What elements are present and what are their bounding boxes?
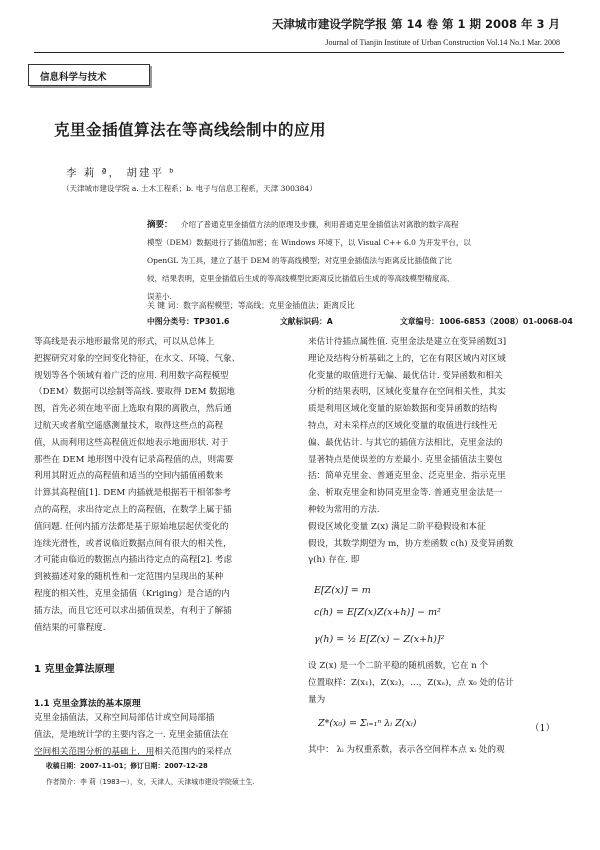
abstract-line: 较，结果表明，克里金插值后生成的等高线模型比距离反比插值后生成的等高线模型精度高、: [147, 274, 455, 283]
journal-header-cn: 天津城市建设学院学报 第 14 卷 第 1 期 2008 年 3 月: [271, 17, 560, 31]
paper-title: 克里金插值算法在等高线绘制中的应用: [54, 121, 327, 139]
text-line: 种较为常用的方法.: [308, 504, 380, 515]
text-line: 金、析取克里金和协同克里金等. 普通克里金法是一: [308, 488, 503, 499]
text-line: 设 Z(x) 是一个二阶平稳的随机函数，它在 n 个: [308, 661, 489, 671]
text-line: 把握研究对象的空间变化特征，在水文、环境、气象、: [34, 353, 241, 364]
text-line: 特点，对未采样点的区域化变量的取值进行线性无: [308, 420, 498, 431]
text-line: 量为: [308, 694, 326, 705]
author-bio: 作者简介：李 莉（1983—），女，天津人，天津城市建设学院硕士生.: [46, 778, 255, 786]
equation-number: （1）: [530, 723, 556, 734]
keywords: 关 键 词：数字高程模型；等高线；克里金插值法；距离反比: [147, 301, 355, 310]
text-line: 来估计待插点属性值. 克里金法是建立在变异函数[3]: [308, 337, 507, 347]
equation-estimator: Z*(x₀) = Σᵢ₌₁ⁿ λᵢ Z(xᵢ): [318, 718, 417, 729]
article-id: 文章编号：1006-6853（2008）01-0068-04: [400, 317, 573, 326]
footnote-rule: [34, 755, 154, 756]
text-line: γ(h) 存在. 即: [308, 555, 360, 566]
text-line: 质是利用区域化变量的原始数据和变异函数的结构: [308, 404, 498, 415]
text-line: 插方法，而且它还可以求出插值误差，有利于了解插: [34, 605, 232, 616]
text-line: 过航天或者航空遥感测量技术，取得这些点的高程: [34, 420, 224, 431]
equation-variogram: γ(h) = ½ E[Z(x) − Z(x+h)]²: [314, 634, 445, 645]
text-line: 偏、最优估计. 与其它的插值方法相比，克里金法的: [308, 437, 503, 448]
text-line: 连续光滑性，或者说临近数据点间有很大的相关性，: [34, 538, 232, 549]
journal-header-en: Journal of Tianjin Institute of Urban Construction Vol.14 No.1 Mar. 2008: [325, 38, 560, 47]
received-date: 收稿日期：2007-11-01；修订日期：2007-12-28: [46, 762, 208, 770]
text-line: （DEM）数据可以绘制等高线. 要取得 DEM 数据地: [34, 387, 235, 398]
abstract-line: 模型（DEM）数据进行了插值加密；在 Windows 环境下，以 Visual C++ 6.0 为开发平台，以: [147, 238, 471, 247]
right-column-2: [308, 658, 514, 708]
equation-covariance: c(h) = E[Z(x)Z(x+h)] − m²: [314, 607, 441, 618]
text-line: 值法，是地统计学的主要内容之一. 克里金插值法在: [34, 729, 229, 740]
clc-number: 中图分类号：TP301.6: [147, 317, 230, 326]
text-line: 理论及结构分析基础之上的，它在有限区域内对区域: [308, 353, 506, 364]
text-line: 利用其附近点的高程值和适当的空间内插值函数来: [34, 471, 224, 482]
abstract-label: 摘要：: [147, 220, 173, 230]
abstract-line: OpenGL 为工具，建立了基于 DEM 的等高线模型；对克里金插值法与距离反比插值做了比: [147, 256, 453, 265]
right-column: [308, 334, 513, 569]
text-line: 显著特点是使误差的方差最小. 克里金插值法主要包: [308, 454, 503, 465]
text-line: 假设，其数学期望为 m，协方差函数 c(h) 及变异函数: [308, 538, 514, 549]
text-line: 位置取样：Z(x₁)，Z(x₂)，…，Z(xₙ)，点 x₀ 处的估计: [308, 677, 514, 688]
left-column: [34, 334, 240, 636]
text-line: 计算其高程值[1]. DEM 内插就是根据若干相邻参考: [34, 488, 232, 499]
text-line: 那些在 DEM 地形图中没有记录高程值的点，则需要: [34, 454, 234, 465]
header-rule: [34, 52, 564, 53]
text-line: 空间相关范围分析的基础上，用相关范围内的采样点: [34, 746, 232, 757]
affiliation: （天津城市建设学院 a. 土木工程系；b. 电子与信息工程系，天津 300384）: [62, 184, 317, 193]
text-line: 括：简单克里金、普通克里金、泛克里金、指示克里: [308, 471, 506, 482]
section-1-heading: 1 克里金算法原理: [34, 664, 115, 675]
text-line: 克里金插值法，又称空间局部估计或空间局部插: [34, 713, 215, 723]
equation-expectation: E[Z(x)] = m: [314, 585, 371, 596]
section-label: 信息科学与技术: [40, 72, 107, 83]
authors: 李 莉 ª， 胡建平 ᵇ: [66, 167, 176, 179]
text-line: 假设区域化变量 Z(x) 满足二阶平稳假设和本征: [308, 521, 486, 532]
text-line: 值问题. 任何内插方法都是基于原始地层起伏变化的: [34, 521, 229, 532]
text-line: 程度的相关性，克里金插值（Kriging）是合适的内: [34, 588, 230, 599]
text-line: 值结果的可靠程度.: [34, 622, 106, 633]
abstract-line: 误差小.: [147, 292, 172, 301]
text-line: 点的高程，求出待定点上的高程值，在数学上属于插: [34, 504, 232, 515]
text-line: 分析的结果表明，区域化变量存在空间相关性，其实: [308, 387, 506, 398]
text-line: 才可能由临近的数据点内插出待定点的高程[2]. 考虑: [34, 555, 233, 566]
right-last-line: 其中： λᵢ 为权重系数，表示各空间样本点 xᵢ 处的观: [308, 745, 505, 755]
text-line: 值，从而利用这些高程值近似地表示地面形状. 对于: [34, 437, 229, 448]
text-line: 化变量的取值进行无偏、最优估计. 变异函数和相关: [308, 370, 503, 381]
section-1-1-heading: 1.1 克里金算法的基本原理: [34, 699, 141, 709]
text-line: 规划等各个领域有着广泛的应用. 利用数字高程模型: [34, 370, 229, 381]
text-line: 等高线是表示地形最常见的形式，可以从总体上: [34, 337, 215, 347]
text-line: 图，首先必须在地平面上选取有限的离散点，然后通: [34, 404, 232, 415]
abstract-line: 介绍了普通克里金插值方法的原理及步骤，利用普通克里金插值法对离散的数字高程: [181, 220, 459, 229]
text-line: 到被描述对象的随机性和一定范围内呈现出的某种: [34, 572, 224, 583]
document-code: 文献标识码：A: [280, 317, 333, 326]
left-column-2: [34, 710, 232, 760]
